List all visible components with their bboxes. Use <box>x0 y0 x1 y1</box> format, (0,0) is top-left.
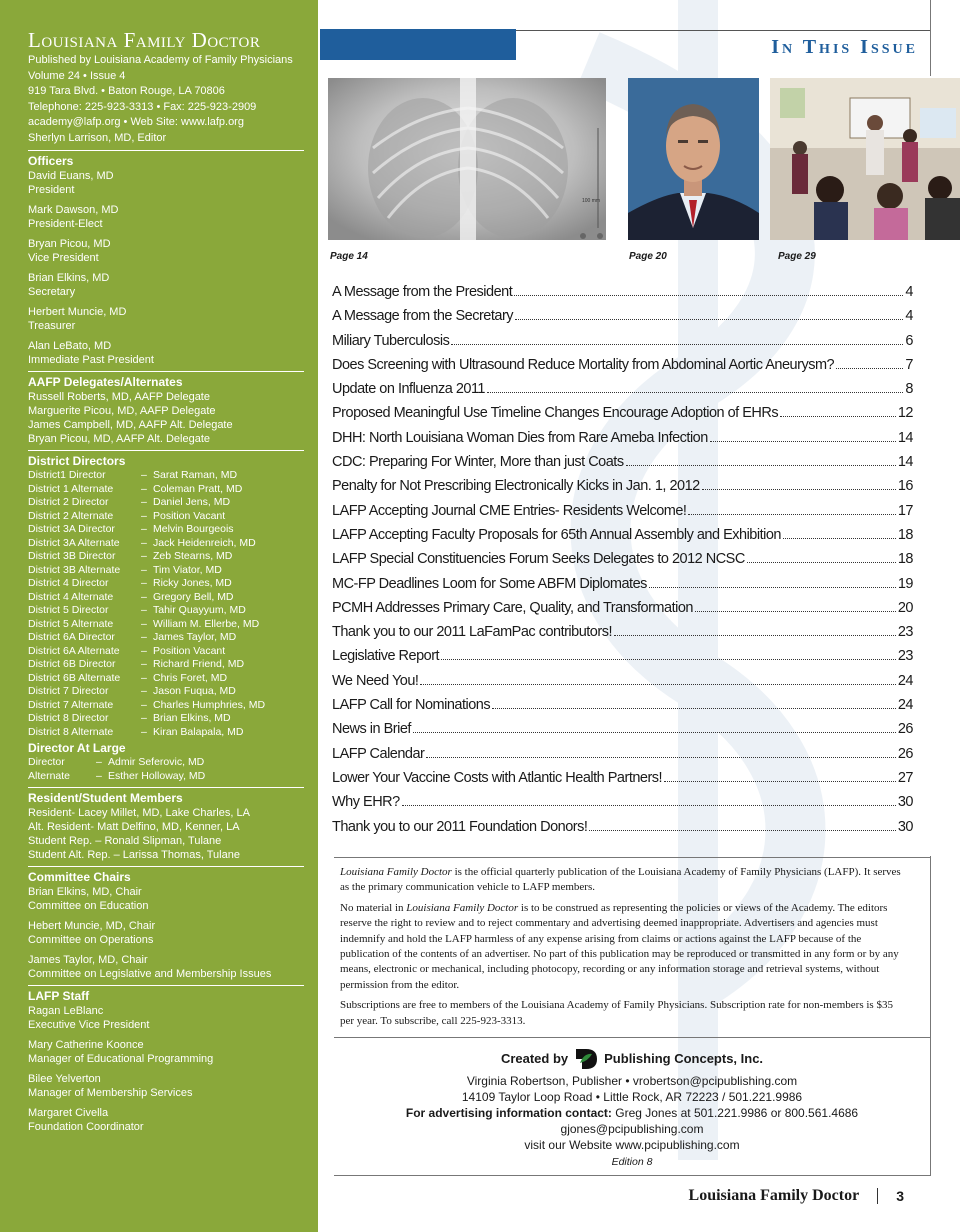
toc-page: 26 <box>897 721 913 738</box>
staff-heading: LAFP Staff <box>28 989 90 1003</box>
officer-name: David Euans, MD <box>28 170 114 182</box>
role-label: District 6A Director <box>28 631 115 643</box>
toc-leader <box>589 830 895 831</box>
toc-leader <box>614 635 896 636</box>
role-label: District 6A Alternate <box>28 644 120 657</box>
staff-title: Manager of Educational Programming <box>28 1053 214 1065</box>
publication-name: Louisiana Family Doctor <box>340 866 452 878</box>
district-row <box>28 726 304 740</box>
dash: – <box>141 685 147 697</box>
role-label: Alternate <box>28 769 71 782</box>
toc-entry[interactable] <box>332 770 913 794</box>
role-label: District 3B Director <box>28 550 116 562</box>
staff-title: Foundation Coordinator <box>28 1121 144 1133</box>
staff-title: Manager of Membership Services <box>28 1087 193 1099</box>
dash: – <box>141 590 147 603</box>
toc-leader <box>836 368 903 369</box>
toc-page: 6 <box>905 332 913 349</box>
toc-entry[interactable] <box>332 454 913 478</box>
portrait-photo <box>628 78 759 240</box>
toc-entry[interactable] <box>332 357 913 381</box>
toc-title: DHH: North Louisiana Woman Dies from Rare Ameba Infection <box>332 429 708 446</box>
toc-title: Penalty for Not Prescribing Electronically Kicks in Jan. 1, 2012 <box>332 478 700 495</box>
dash: – <box>141 631 147 643</box>
toc-entry[interactable] <box>332 673 913 697</box>
district-row <box>28 550 304 564</box>
divider <box>28 985 304 986</box>
officers-heading: Officers <box>28 154 74 168</box>
person-name: William M. Ellerbe, MD <box>153 617 260 630</box>
toc-leader <box>413 732 896 733</box>
toc-leader <box>626 465 896 466</box>
officer-name: Herbert Muncie, MD <box>28 306 127 318</box>
dash: – <box>141 482 147 495</box>
toc-page: 26 <box>897 745 913 762</box>
resident-line: Alt. Resident- Matt Delfino, MD, Kenner, LA <box>28 821 240 833</box>
divider <box>28 866 304 867</box>
masthead-line: Volume 24 • Issue 4 <box>28 69 126 82</box>
toc-leader <box>780 416 896 417</box>
toc-page: 7 <box>905 356 913 373</box>
dash: – <box>141 577 147 589</box>
staff-name: Mary Catherine Koonce <box>28 1039 144 1051</box>
person-name: Kiran Balapala, MD <box>153 725 244 738</box>
person-name: Tahir Quayyum, MD <box>153 604 246 616</box>
toc-title: CDC: Preparing For Winter, More than just Coats <box>332 454 624 471</box>
toc-entry[interactable] <box>332 430 913 454</box>
toc-entry[interactable] <box>332 381 913 405</box>
district-row <box>28 658 304 672</box>
toc-entry[interactable] <box>332 624 913 648</box>
main-content <box>318 0 960 1232</box>
toc-page: 27 <box>897 769 913 786</box>
officer-title: Immediate Past President <box>28 354 154 366</box>
website-line: visit our Website www.pcipublishing.com <box>524 1138 740 1152</box>
toc-title: LAFP Call for Nominations <box>332 697 491 714</box>
person-name: Gregory Bell, MD <box>153 590 234 603</box>
publisher-line: Virginia Robertson, Publisher • vrobertson@pcipublishing.com <box>466 1074 798 1088</box>
dash: – <box>141 658 147 670</box>
person-name: Brian Elkins, MD <box>153 712 231 724</box>
district-row <box>28 672 304 686</box>
toc-page: 19 <box>897 575 913 592</box>
committee-name: Committee on Legislative and Membership Issues <box>28 968 272 980</box>
divider <box>28 150 304 151</box>
district-row <box>28 496 304 510</box>
publisher-credits <box>334 1045 930 1170</box>
person-name: Richard Friend, MD <box>153 658 245 670</box>
divider <box>334 1037 930 1038</box>
resident-line: Student Alt. Rep. – Larissa Thomas, Tulane <box>28 849 240 861</box>
toc-page: 30 <box>897 794 913 811</box>
photo-caption: Page 20 <box>629 251 667 262</box>
person-name: Position Vacant <box>153 509 226 522</box>
address-line: 14109 Taylor Loop Road • Little Rock, AR 72223 / 501.221.9986 <box>461 1090 803 1104</box>
district-row <box>28 618 304 632</box>
resident-line: Student Rep. – Ronald Slipman, Tulane <box>28 835 222 847</box>
delegate-line: Russell Roberts, MD, AAFP Delegate <box>28 391 210 403</box>
dash: – <box>141 523 147 535</box>
role-label: District 6B Director <box>28 658 116 670</box>
masthead-line: Telephone: 225-923-3313 • Fax: 225-923-2909 <box>28 100 257 113</box>
sidebar <box>0 0 318 1232</box>
publication-name: Louisiana Family Doctor <box>406 901 519 914</box>
dash: – <box>96 756 102 768</box>
xray-image <box>328 78 606 240</box>
toc-leader <box>514 295 903 296</box>
dash: – <box>141 644 147 657</box>
person-name: Chris Foret, MD <box>153 671 228 684</box>
officer-title: President <box>28 184 75 196</box>
toc-leader <box>487 392 903 393</box>
person-name: Tim Viator, MD <box>153 563 222 576</box>
role-label: District 6B Alternate <box>28 671 121 684</box>
footer-separator <box>877 1188 878 1204</box>
district-row <box>28 523 304 537</box>
divider <box>334 1175 930 1176</box>
toc-leader <box>695 611 896 612</box>
role-label: Director <box>28 756 65 768</box>
table-of-contents <box>332 284 913 843</box>
district-row <box>28 577 304 591</box>
dash: – <box>96 769 102 782</box>
committee-name: Committee on Education <box>28 900 149 912</box>
toc-leader <box>420 684 895 685</box>
disclaimer-paragraph: No material in Louisiana Family Doctor is to be construed as representing the policies or views of the Academy. The editors reserve the right to review and to reject commentary and advertising deemed inappropriate. Advertisers and agencies must indemnify and hold the LAFP harmless of any expense arising from claims or actions against the LAFP because of the publication of the contents of an advertiser. No part of this publication may be reproduced or transmitted in any form or by any means, electronic or mechanical, including photocopy, recording or any information storage and retrieval systems, without permission from the editor. <box>340 901 899 991</box>
dash: – <box>141 671 147 684</box>
officer-name: Bryan Picou, MD <box>28 238 111 250</box>
officer-name: Brian Elkins, MD <box>28 272 110 284</box>
officer-name: Mark Dawson, MD <box>28 204 119 216</box>
officer-title: Treasurer <box>28 320 76 332</box>
toc-entry[interactable] <box>332 333 913 357</box>
dash: – <box>141 698 147 711</box>
toc-page: 18 <box>897 551 913 568</box>
toc-title: A Message from the President <box>332 284 513 300</box>
in-this-issue-heading: In This Issue <box>771 36 918 58</box>
role-label: District 3A Director <box>28 523 115 535</box>
publication-disclaimer <box>340 865 902 1034</box>
district-row <box>28 712 304 726</box>
divider <box>930 0 931 76</box>
delegate-line: Marguerite Picou, MD, AAFP Delegate <box>28 405 216 417</box>
toc-page: 24 <box>897 697 913 714</box>
toc-leader <box>402 805 896 806</box>
toc-leader <box>702 489 896 490</box>
committee-chair: James Taylor, MD, Chair <box>28 954 148 966</box>
toc-entry[interactable] <box>332 478 913 502</box>
toc-entry[interactable] <box>332 576 913 600</box>
resident-line: Resident- Lacey Millet, MD, Lake Charles, LA <box>28 807 250 819</box>
dash: – <box>141 604 147 616</box>
toc-page: 18 <box>897 526 913 543</box>
photo-caption: Page 14 <box>330 251 368 262</box>
toc-entry[interactable] <box>332 648 913 672</box>
person-name: Coleman Pratt, MD <box>153 482 243 495</box>
district-row <box>28 604 304 618</box>
toc-entry[interactable] <box>332 794 913 818</box>
dash: – <box>141 550 147 562</box>
toc-title: LAFP Special Constituencies Forum Seeks Delegates to 2012 NCSC <box>332 551 745 568</box>
person-name: Ricky Jones, MD <box>153 577 232 589</box>
toc-title: Legislative Report <box>332 648 440 665</box>
delegates-heading: AAFP Delegates/Alternates <box>28 375 183 389</box>
district-heading: District Directors <box>28 454 126 468</box>
district-row <box>28 510 304 524</box>
officer-title: Vice President <box>28 252 99 264</box>
toc-title: Why EHR? <box>332 794 400 811</box>
dash: – <box>141 712 147 724</box>
toc-page: 4 <box>905 284 913 300</box>
toc-leader <box>492 708 896 709</box>
toc-title: Lower Your Vaccine Costs with Atlantic Health Partners! <box>332 769 663 786</box>
photo-caption: Page 29 <box>778 251 816 262</box>
toc-page: 4 <box>905 308 913 325</box>
toc-entry[interactable] <box>332 284 913 308</box>
classroom-photo <box>770 78 960 240</box>
toc-leader <box>426 757 895 758</box>
role-label: District 8 Director <box>28 712 109 724</box>
director-at-large-row <box>28 770 304 784</box>
toc-title: A Message from the Secretary <box>332 308 514 325</box>
role-label: District1 Director <box>28 469 106 481</box>
toc-page: 16 <box>897 478 913 495</box>
toc-page: 8 <box>905 381 913 398</box>
toc-leader <box>515 319 903 320</box>
header-bar <box>320 29 516 60</box>
district-row <box>28 483 304 497</box>
toc-page: 24 <box>897 672 913 689</box>
role-label: District 1 Alternate <box>28 482 114 495</box>
divider <box>28 787 304 788</box>
role-label: District 7 Alternate <box>28 698 114 711</box>
divider <box>28 371 304 372</box>
committee-chair: Hebert Muncie, MD, Chair <box>28 920 156 932</box>
toc-entry[interactable] <box>332 819 913 843</box>
toc-page: 14 <box>897 454 913 471</box>
toc-entry[interactable] <box>332 503 913 527</box>
toc-leader <box>747 562 896 563</box>
toc-title: MC-FP Deadlines Loom for Some ABFM Diplomates <box>332 575 647 592</box>
district-row <box>28 469 304 483</box>
page-number: 3 <box>896 1188 904 1204</box>
officer-title: Secretary <box>28 286 76 298</box>
person-name: Admir Seferovic, MD <box>108 756 205 768</box>
person-name: Jack Heidenreich, MD <box>153 536 256 549</box>
officer-title: President-Elect <box>28 218 103 230</box>
committee-heading: Committee Chairs <box>28 870 131 884</box>
dash: – <box>141 563 147 576</box>
role-label: District 5 Director <box>28 604 109 616</box>
toc-page: 17 <box>897 502 913 519</box>
residents-heading: Resident/Student Members <box>28 791 183 805</box>
person-name: James Taylor, MD <box>153 631 237 643</box>
officer-name: Alan LeBato, MD <box>28 340 112 352</box>
divider <box>28 450 304 451</box>
staff-title: Executive Vice President <box>28 1019 150 1031</box>
toc-leader <box>783 538 896 539</box>
toc-leader <box>451 344 903 345</box>
staff-name: Margaret Civella <box>28 1107 109 1119</box>
dash: – <box>141 469 147 481</box>
toc-entry[interactable] <box>332 527 913 551</box>
staff-name: Bilee Yelverton <box>28 1073 101 1085</box>
director-at-large-heading: Director At Large <box>28 741 126 755</box>
district-row <box>28 631 304 645</box>
district-row <box>28 537 304 551</box>
dash: – <box>141 536 147 549</box>
toc-leader <box>664 781 896 782</box>
advertising-line: For advertising information contact: Greg Jones at 501.221.9986 or 800.561.4686 <box>405 1106 859 1120</box>
role-label: District 8 Alternate <box>28 725 114 738</box>
delegate-line: James Campbell, MD, AAFP Alt. Delegate <box>28 419 233 431</box>
district-row <box>28 645 304 659</box>
role-label: District 4 Alternate <box>28 590 114 603</box>
masthead-line: 919 Tara Blvd. • Baton Rouge, LA 70806 <box>28 85 225 97</box>
toc-title: Thank you to our 2011 LaFamPac contributors! <box>332 624 612 641</box>
toc-entry[interactable] <box>332 721 913 745</box>
toc-title: Proposed Meaningful Use Timeline Changes Encourage Adoption of EHRs <box>332 405 779 422</box>
email-line: gjones@pcipublishing.com <box>560 1122 704 1136</box>
toc-page: 12 <box>897 405 913 422</box>
role-label: District 2 Alternate <box>28 509 114 522</box>
footer-publication: Louisiana Family Doctor <box>688 1187 860 1204</box>
role-label: District 7 Director <box>28 685 109 697</box>
staff-name: Ragan LeBlanc <box>28 1005 104 1017</box>
district-row <box>28 564 304 578</box>
person-name: Melvin Bourgeois <box>153 523 234 535</box>
toc-page: 30 <box>897 818 913 835</box>
toc-leader <box>688 514 895 515</box>
toc-title: Does Screening with Ultrasound Reduce Mortality from Abdominal Aortic Aneurysm? <box>332 356 835 373</box>
role-label: District 2 Director <box>28 496 109 508</box>
toc-title: LAFP Accepting Journal CME Entries- Residents Welcome! <box>332 502 687 519</box>
toc-entry[interactable] <box>332 308 913 332</box>
toc-page: 14 <box>897 429 913 446</box>
toc-title: Update on Influenza 2011 <box>332 381 486 398</box>
district-row <box>28 591 304 605</box>
district-row <box>28 685 304 699</box>
district-list <box>28 469 304 739</box>
toc-title: PCMH Addresses Primary Care, Quality, and Transformation <box>332 599 693 616</box>
toc-title: LAFP Accepting Faculty Proposals for 65th Annual Assembly and Exhibition <box>332 526 781 543</box>
toc-title: Thank you to our 2011 Foundation Donors! <box>332 818 588 835</box>
divider <box>516 30 930 31</box>
page-footer <box>689 1187 904 1205</box>
dash: – <box>141 496 147 508</box>
masthead-line: Sherlyn Larrison, MD, Editor <box>28 131 167 144</box>
xray-scale-label: 100 mm <box>582 198 601 204</box>
role-label: District 4 Director <box>28 577 109 589</box>
person-name: Sarat Raman, MD <box>153 469 238 481</box>
toc-entry[interactable] <box>332 405 913 429</box>
person-name: Zeb Stearns, MD <box>153 550 233 562</box>
person-name: Charles Humphries, MD <box>153 698 266 711</box>
director-at-large-row <box>28 756 304 770</box>
committee-name: Committee on Operations <box>28 934 154 946</box>
masthead-line: academy@lafp.org • Web Site: www.lafp.org <box>28 116 244 128</box>
pci-logo-icon <box>572 1045 600 1073</box>
person-name: Jason Fuqua, MD <box>153 685 236 697</box>
company-name: Publishing Concepts, Inc. <box>604 1051 764 1066</box>
disclaimer-paragraph: Louisiana Family Doctor is the official quarterly publication of the Louisiana Academy of Family Physicians (LAFP). It serves as the primary communication vehicle to LAFP members. <box>340 866 901 894</box>
person-name: Esther Holloway, MD <box>108 769 206 782</box>
toc-title: Miliary Tuberculosis <box>332 332 450 349</box>
toc-page: 23 <box>897 624 913 641</box>
role-label: District 3A Alternate <box>28 536 120 549</box>
toc-title: News in Brief <box>332 721 411 738</box>
dash: – <box>141 617 147 630</box>
dash: – <box>141 725 147 738</box>
toc-title: LAFP Calendar <box>332 745 425 762</box>
disclaimer-paragraph: Subscriptions are free to members of the Louisiana Academy of Family Physicians. Subscription rate for non-members is $35 per year. To subscribe, call 225-923-3313. <box>340 999 893 1027</box>
delegate-line: Bryan Picou, MD, AAFP Alt. Delegate <box>28 433 210 445</box>
toc-page: 23 <box>897 648 913 665</box>
edition-label: Edition 8 <box>611 1156 653 1168</box>
toc-leader <box>649 587 896 588</box>
dash: – <box>141 509 147 522</box>
created-by-label: Created by <box>500 1051 569 1066</box>
divider <box>930 856 931 1176</box>
toc-entry[interactable] <box>332 600 913 624</box>
committee-chair: Brian Elkins, MD, Chair <box>28 886 142 898</box>
director-at-large-list <box>28 756 304 783</box>
person-name: Daniel Jens, MD <box>153 496 231 508</box>
advertising-label: For advertising information contact: <box>405 1106 612 1120</box>
role-label: District 3B Alternate <box>28 563 121 576</box>
toc-entry[interactable] <box>332 551 913 575</box>
role-label: District 5 Alternate <box>28 617 114 630</box>
toc-title: We Need You! <box>332 672 419 689</box>
divider <box>334 857 930 858</box>
toc-entry[interactable] <box>332 746 913 770</box>
toc-page: 20 <box>897 599 913 616</box>
toc-leader <box>710 441 896 442</box>
person-name: Position Vacant <box>153 644 226 657</box>
toc-leader <box>441 659 896 660</box>
masthead-line: Published by Louisiana Academy of Family Physicians <box>28 54 293 66</box>
district-row <box>28 699 304 713</box>
toc-entry[interactable] <box>332 697 913 721</box>
masthead-title: Louisiana Family Doctor <box>28 28 261 52</box>
